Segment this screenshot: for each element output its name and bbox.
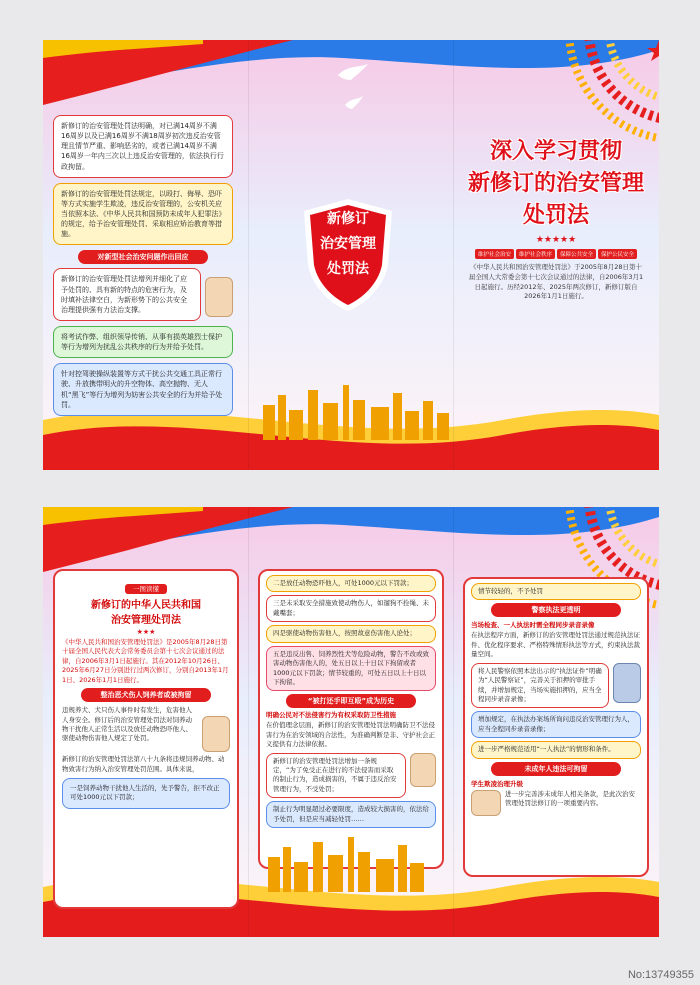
info-box: 新修订的治安管理处罚法规定，以殴打、侮辱、恐吓等方式实施学生欺凌，违反治安管理的，公安机关应当依照本法、《中华人民共和国预防未成年人犯罪法》的规定，给予治安管理处罚、采取相应矫治教育等措施。 <box>53 183 233 246</box>
info-box: 新修订的治安管理处罚法增加一条规定，“为了免受正在进行的不法侵害而采取的制止行为，造成损害的，不属于违反治安管理行为，不受处罚； <box>266 753 406 799</box>
cover-title-line: 新修订的治安管理 <box>467 170 644 196</box>
shield-text-line: 治安管理 <box>320 236 376 252</box>
info-box: 新修订的治安管理处罚法增列并细化了应予处罚的、具有新的特点的危害行为，及时填补法律空白，为新形势下的公共安全治理提供强有力法治支撑。 <box>53 268 201 321</box>
info-box: 制止行为明显超过必要限度，造成较大损害的，依法给予处罚，但是应当减轻处罚…… <box>266 801 436 828</box>
section-heading-pill: 警察执法更透明 <box>491 603 621 617</box>
city-skyline-decoration <box>253 385 453 440</box>
info-box: 增加规定，在执法办案场所询问违反治安管理行为人，应当全程同步录音录像； <box>471 711 641 738</box>
star-row: ★★★★★ <box>535 235 577 245</box>
section-heading-pill: 对新型社会治安问题作出回应 <box>78 250 208 264</box>
info-box: 将人民警察依照本法出示的“执法证件”明确为“人民警察证”，完善关于扣押的审批手续，并增加规定，当场实施扣押的，应当全程同步录音录像； <box>471 663 609 709</box>
brochure-inner-sheet <box>43 507 659 937</box>
body-paragraph: 在价值理念层面，新修订的治安管理处罚法明确防卫不法侵害行为在治安领域的合法性，为准确判断是非、守护社会正义提供有力法律依据。 <box>266 721 435 749</box>
info-box: 五是违反出售、饲养烈性犬等危险动物，警告不改或致害动物伤害他人的，处五日以上十日以下拘留或者1000元以下罚款；情节较重的，可处五日以上十日以下拘留。 <box>266 646 436 692</box>
bottom-right-panel <box>463 577 649 877</box>
info-box: 二是放任动物恐吓他人，可处1000元以下罚款； <box>266 575 436 592</box>
tag: 保护公民安全 <box>598 249 637 259</box>
cover-title-line: 处罚法 <box>522 202 589 228</box>
cartoon-illustration <box>410 753 436 787</box>
section-subheading: 明确公民对不法侵害行为有权采取防卫性措施 <box>266 711 396 720</box>
city-skyline-decoration <box>258 837 458 892</box>
tag-row <box>463 249 649 259</box>
cover-title-line: 深入学习贯彻 <box>489 138 622 164</box>
section-heading-pill: 未成年人违法可拘留 <box>491 762 621 776</box>
star-row: ★★★ <box>136 628 156 636</box>
panel-title-line: 治安管理处罚法 <box>111 615 181 626</box>
info-box: 进一步严格规范适用“一人执法”的情形和条件。 <box>471 741 641 758</box>
tag: 保障公共安全 <box>557 249 596 259</box>
bottom-middle-panel <box>258 569 444 869</box>
dove-icon <box>333 60 373 120</box>
section-heading-pill: “被打还手即互殴”成为历史 <box>286 694 416 708</box>
body-paragraph: 违规养犬、犬只伤人事件时有发生，危害他人人身安全。修订后的治安管理处罚法对饲养动物干扰他人正常生活以及放任动物恐吓他人、驱使动物伤害他人规定了处罚。 <box>62 706 192 743</box>
info-box: 将考试作弊、组织领导传销、从事有损英雄烈士保护等行为增列为扰乱公共秩序的行为并给予处罚。 <box>53 326 233 358</box>
body-paragraph: 在执法程序方面，新修订的治安管理处罚法通过规范执法证件、优化程序要求、严格特殊情形执法等方式，约束执法裁量空间。 <box>471 631 640 659</box>
body-paragraph: 进一步完善涉未成年人相关条款，是此次治安管理处罚法修订的一项重要内容。 <box>505 789 635 808</box>
tag: 维护社会治安 <box>475 249 514 259</box>
info-box: 一是饲养动物干扰他人生活的，先予警告，拒不改正可处1000元以下罚款； <box>62 778 230 809</box>
info-box: 四是驱使动物伤害他人，按照故意伤害他人论处； <box>266 625 436 642</box>
bottom-left-panel <box>53 569 239 909</box>
radiant-fan-decoration <box>559 40 659 150</box>
police-officer-illustration <box>613 663 641 703</box>
body-paragraph: 新修订的治安管理处罚法第八十九条将违规饲养动物、动物致害行为纳入治安管理处罚范围。具体来说， <box>62 755 225 773</box>
image-id-watermark: No:13749355 <box>627 969 694 981</box>
panel-title-line: 新修订的中华人民共和国 <box>91 600 201 611</box>
info-box: 情节较轻的，不予处罚 <box>471 583 641 600</box>
children-illustration <box>471 790 501 816</box>
section-heading-pill: 整治恶犬伤人饲养者或被拘留 <box>81 688 211 702</box>
top-right-panel <box>463 135 649 302</box>
brochure-outer-sheet <box>43 40 659 470</box>
info-box: 针对控驾驶操纵装置等方式干扰公共交通工具正常行驶、升放携带明火的升空物体、高空抛物、无人机“黑飞”等行为增列为妨害公共安全的行为并给予处罚。 <box>53 363 233 416</box>
section-subheading: 学生欺凌治理升级 <box>471 779 523 788</box>
intro-text: 《中华人民共和国治安管理处罚法》是2005年8月28日第十届全国人民代表大会常务委员会第十七次会议通过的法律，自2006年3月1日起施行。其在2012年10月26日、2025年6月27日分别进行过两次修订，分别自2013年1月1日、2026年1月1日施行。 <box>62 638 229 684</box>
shield-text-line: 新修订 <box>327 211 369 227</box>
section-subheading: 当场检查、一人执法时需全程同步录音录像 <box>471 621 595 630</box>
cartoon-illustration <box>202 716 230 752</box>
info-box: 三是未采取安全措施致使动物伤人，如遛狗不拴绳、未戴嘴套； <box>266 595 436 622</box>
shield-text-line: 处罚法 <box>327 261 369 277</box>
cartoon-illustration <box>205 277 233 317</box>
panel-label: 一图读懂 <box>125 584 167 594</box>
info-box: 新修订的治安管理处罚法明确，对已满14周岁不满16周岁以及已满16周岁不满18周岁初次违反治安管理且情节严重、影响恶劣的，或者已满14周岁不满16周岁一年内三次以上违反治安管理的，依法执行行政拘留。 <box>53 115 233 178</box>
tag: 维护社会秩序 <box>516 249 555 259</box>
top-left-panel <box>53 115 233 421</box>
cover-intro-text: 《中华人民共和国治安管理处罚法》于2005年8月28日第十届全国人大常委会第十七次会议通过的法律，自2006年3月1日起施行。历经2012年、2025年两次修订，新修订版自2026年1月1日施行。 <box>468 263 644 301</box>
